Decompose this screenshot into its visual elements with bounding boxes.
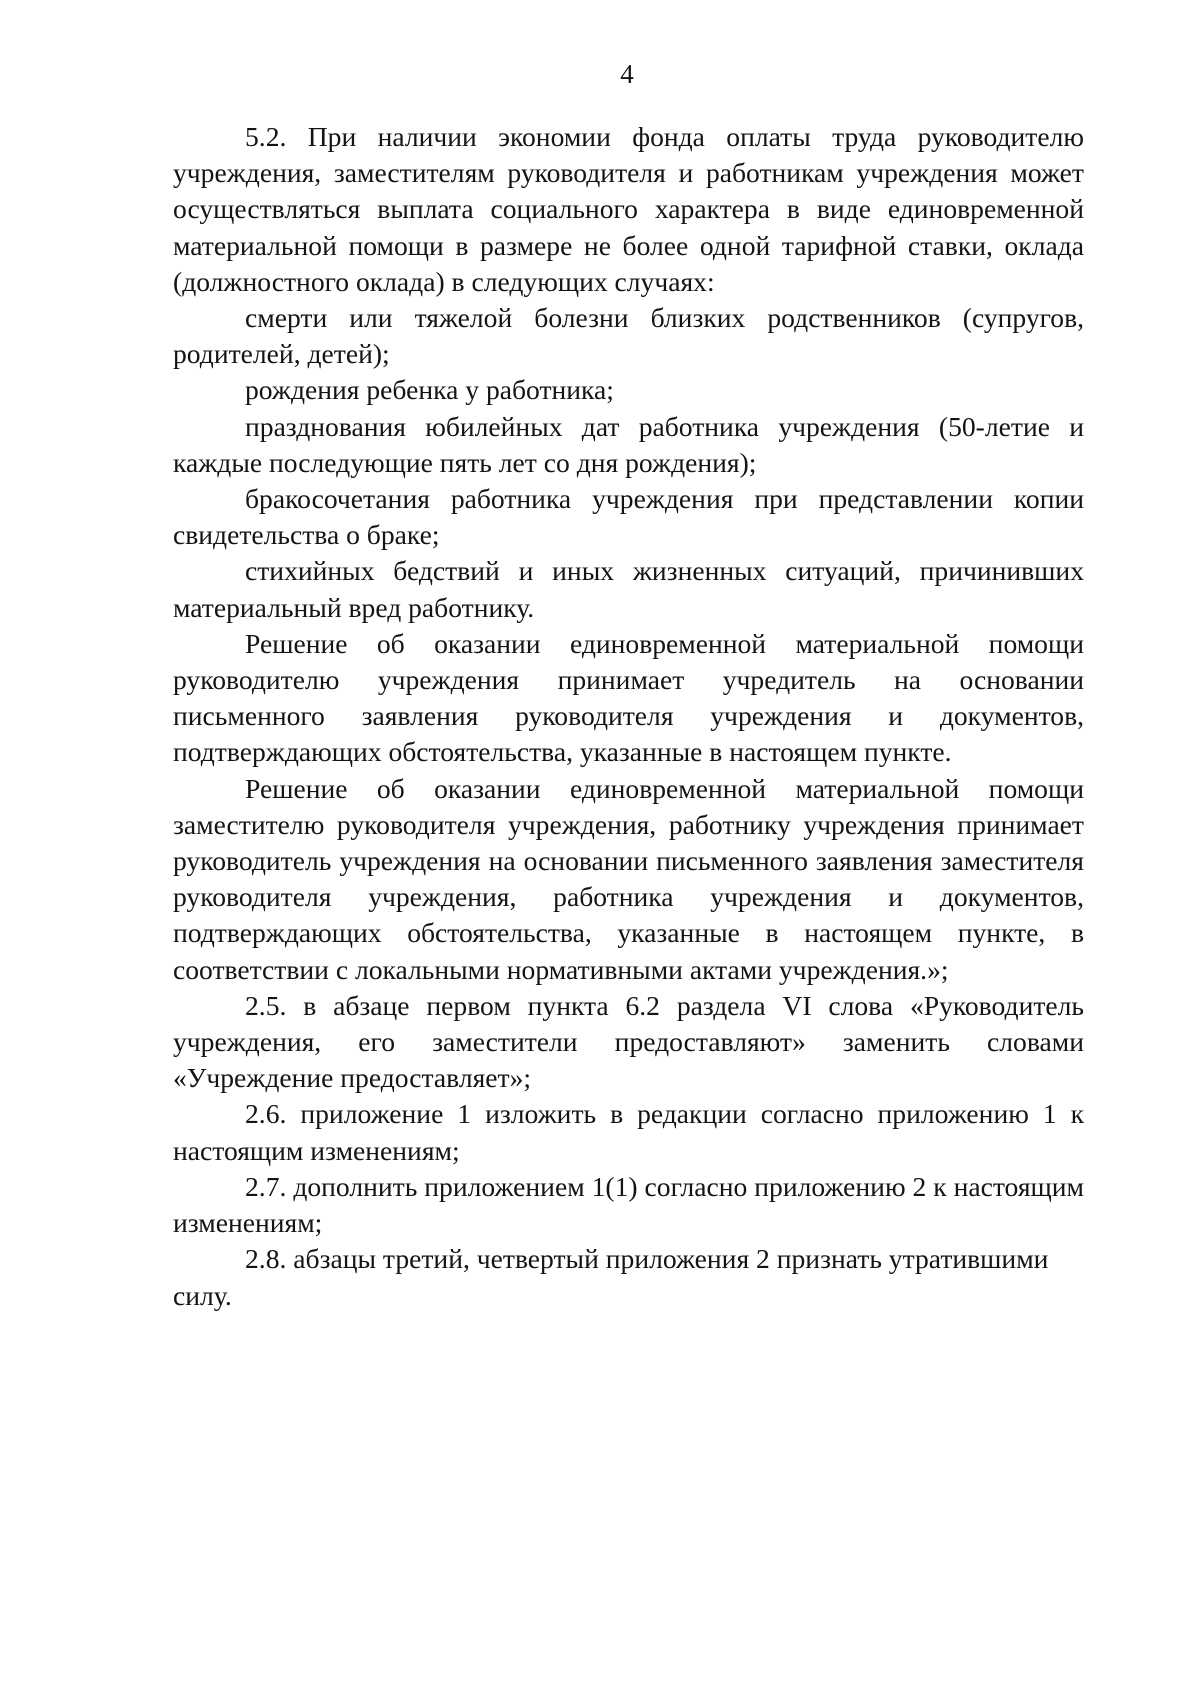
paragraph-case-disaster: стихийных бедствий и иных жизненных ситуаций, причинивших материальный вред работнику. [173, 555, 1084, 623]
paragraph-2-7: 2.7. дополнить приложением 1(1) согласно приложению 2 к настоящим изменениям; [173, 1170, 1084, 1239]
paragraph-decision-deputy: Решение об оказании единовременной материальной помощи заместителю руководителя учреждения, работнику учреждения принимает руководитель учреждения на основании письменного заявления заместителя руководителя учреждения, работника учреждения и документов, подтверждающих обстоятельства, указанные в настоящем пункте, в соответствии с локальными нормативными актами учреждения.»; [173, 772, 1084, 985]
paragraph-case-marriage: бракосочетания работника учреждения при представлении копии свидетельства о браке; [173, 483, 1084, 551]
paragraph-2-6: 2.6. приложение 1 изложить в редакции согласно приложению 1 к настоящим изменениям; [173, 1098, 1084, 1166]
page-number: 4 [620, 59, 634, 89]
paragraph-case-death-illness: смерти или тяжелой болезни близких родственников (супругов, родителей, детей); [173, 302, 1084, 370]
paragraph-2-5: 2.5. в абзаце первом пункта 6.2 раздела VI слова «Руководитель учреждения, его заместители предоставляют» заменить словами «Учреждение предоставляет»; [173, 989, 1084, 1094]
paragraph-case-anniversary: празднования юбилейных дат работника учреждения (50-летие и каждые последующие пять лет со дня рождения); [173, 410, 1084, 478]
paragraph-2-8: 2.8. абзацы третий, четвертый приложения 2 признать утратившими силу. [173, 1243, 1049, 1311]
paragraph-case-childbirth: рождения ребенка у работника; [245, 374, 614, 406]
document-body [173, 119, 1084, 1314]
paragraph-5-2: 5.2. При наличии экономии фонда оплаты труда руководителю учреждения, заместителям руководителя и работникам учреждения может осуществляться выплата социального характера в виде единовременной материальной помощи в размере не более одной тарифной ставки, оклада (должностного оклада) в следующих случаях: [173, 121, 1084, 297]
paragraph-decision-head: Решение об оказании единовременной материальной помощи руководителю учреждения принимает учредитель на основании письменного заявления руководителя учреждения и документов, подтверждающих обстоятельства, указанные в настоящем пункте. [173, 627, 1084, 768]
